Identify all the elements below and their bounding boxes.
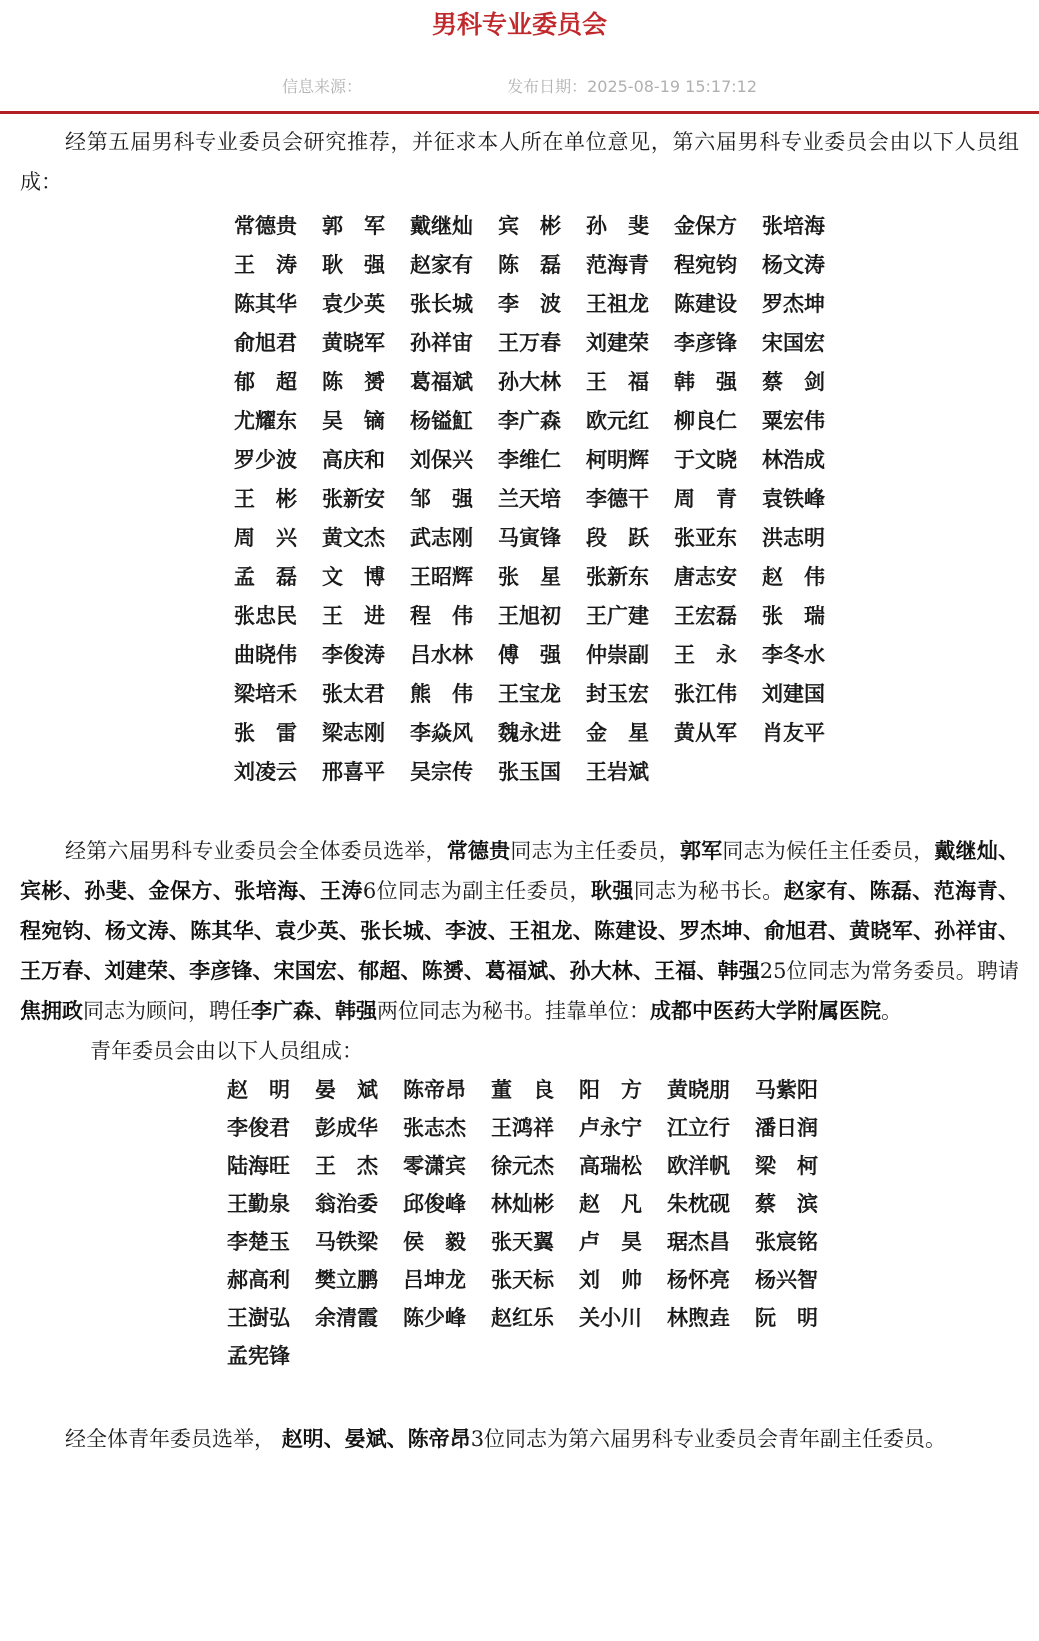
- member-name: 王宏磊: [674, 603, 737, 628]
- member-name: 柳良仁: [674, 408, 737, 433]
- member-name: 梁培禾: [234, 681, 297, 706]
- youth-member-name: 卢 昊: [579, 1229, 642, 1254]
- highlighted-names: 耿强: [590, 878, 634, 903]
- member-name: 张培海: [762, 213, 825, 238]
- member-name: 葛福斌: [410, 369, 473, 394]
- member-name: 张太君: [322, 681, 385, 706]
- member-name: 吴宗传: [410, 759, 473, 784]
- youth-member-name: 吕坤龙: [403, 1267, 466, 1292]
- member-name: 程 伟: [410, 603, 473, 628]
- youth-member-name: 李楚玉: [227, 1229, 290, 1254]
- member-name: 袁铁峰: [762, 486, 825, 511]
- member-name: 范海青: [586, 252, 649, 277]
- member-name: 张长城: [410, 291, 473, 316]
- member-name: 陈 赟: [322, 369, 385, 394]
- member-name: 李维仁: [498, 447, 561, 472]
- member-name: 黄从军: [674, 720, 737, 745]
- member-name: 黄文杰: [322, 525, 385, 550]
- member-name: 金 星: [586, 720, 649, 745]
- member-name: 杨镒魟: [410, 408, 473, 433]
- member-name: 罗杰坤: [762, 291, 825, 316]
- youth-member-name: 王鸿祥: [491, 1115, 554, 1140]
- youth-member-name: 蔡 滨: [755, 1191, 818, 1216]
- member-name: 金保方: [674, 213, 737, 238]
- member-name: 郭 军: [322, 213, 385, 238]
- member-name: 王 涛: [234, 252, 297, 277]
- member-name: 李彦锋: [674, 330, 737, 355]
- youth-member-name: 江立行: [667, 1115, 730, 1140]
- youth-member-name: 余清霞: [315, 1305, 378, 1330]
- paragraph-text: 同志为秘书长。: [633, 879, 784, 903]
- youth-member-name: 杨兴智: [755, 1267, 818, 1292]
- paragraph-text: 同志为主任委员，: [510, 839, 680, 863]
- member-name: 张忠民: [234, 603, 297, 628]
- member-name: 高庆和: [322, 447, 385, 472]
- member-name: 韩 强: [674, 369, 737, 394]
- member-name: 肖友平: [762, 720, 825, 745]
- paragraph-text: 两位同志为秘书。挂靠单位：: [377, 999, 650, 1023]
- member-name: 罗少波: [234, 447, 297, 472]
- member-name: 王祖龙: [586, 291, 649, 316]
- member-name: 常德贵: [234, 213, 297, 238]
- youth-member-name: 林灿彬: [491, 1191, 554, 1216]
- youth-member-name: 邱俊峰: [403, 1191, 466, 1216]
- member-name: 段 跃: [586, 525, 649, 550]
- youth-member-name: 欧洋帆: [667, 1153, 730, 1178]
- highlighted-names: 焦拥政: [20, 998, 83, 1023]
- youth-member-name: 杨怀亮: [667, 1267, 730, 1292]
- member-name: 张亚东: [674, 525, 737, 550]
- member-name: 陈建设: [674, 291, 737, 316]
- member-name: 傅 强: [498, 642, 561, 667]
- youth-member-name: 翁治委: [315, 1191, 378, 1216]
- youth-member-name: 赵红乐: [491, 1305, 554, 1330]
- member-name: 邹 强: [410, 486, 473, 511]
- member-name: 黄晓军: [322, 330, 385, 355]
- youth-member-name: 张宸铭: [755, 1229, 818, 1254]
- paragraph-text: 同志为顾问，聘任: [83, 999, 251, 1023]
- youth-member-name: 侯 毅: [403, 1229, 466, 1254]
- youth-member-name: 王勤泉: [227, 1191, 290, 1216]
- member-name: 林浩成: [762, 447, 825, 472]
- highlighted-names: 常德贵: [446, 838, 511, 863]
- youth-member-name: 黄晓朋: [667, 1077, 730, 1102]
- member-name: 耿 强: [322, 252, 385, 277]
- member-name: 兰天培: [498, 486, 561, 511]
- member-name: 张江伟: [674, 681, 737, 706]
- member-name: 欧元红: [586, 408, 649, 433]
- member-name: 程宛钧: [674, 252, 737, 277]
- youth-member-name: 关小川: [579, 1305, 642, 1330]
- youth-member-name: 阳 方: [579, 1077, 642, 1102]
- youth-member-name: 赵 凡: [579, 1191, 642, 1216]
- member-name: 王 福: [586, 369, 649, 394]
- youth-election-paragraph: [20, 1419, 1019, 1459]
- member-name: 李焱风: [410, 720, 473, 745]
- paragraph-text: 。: [881, 999, 902, 1023]
- youth-member-name: 高瑞松: [579, 1153, 642, 1178]
- member-name: 王旭初: [498, 603, 561, 628]
- member-name: 唐志安: [674, 564, 737, 589]
- member-name: 王 彬: [234, 486, 297, 511]
- youth-member-name: 马铁梁: [315, 1229, 378, 1254]
- youth-member-name: 陈帝昂: [403, 1077, 466, 1102]
- member-name: 刘建荣: [586, 330, 649, 355]
- member-name: 李 波: [498, 291, 561, 316]
- youth-member-name: 徐元杰: [491, 1153, 554, 1178]
- youth-intro: 青年委员会由以下人员组成：: [90, 1039, 363, 1063]
- member-name: 刘建国: [762, 681, 825, 706]
- member-name: 张 雷: [234, 720, 297, 745]
- youth-member-name: 潘日润: [755, 1115, 818, 1140]
- member-name: 周 兴: [234, 525, 297, 550]
- youth-member-name: 李俊君: [227, 1115, 290, 1140]
- youth-member-name: 彭成华: [315, 1115, 378, 1140]
- highlighted-names: 赵家有、陈磊、范海青、程宛钧、杨文涛、陈其华、袁少英、张长城、李波、王祖龙、陈建设、罗杰坤、俞旭君、黄晓军、孙祥宙、王万春、刘建荣、李彦锋、宋国宏、郁超、陈赟、葛福斌、孙大林、王福、韩强: [20, 878, 1020, 983]
- member-name: 李冬水: [762, 642, 825, 667]
- member-name: 魏永进: [498, 720, 561, 745]
- source-label: 信息来源：: [281, 77, 362, 96]
- member-name: 刘保兴: [410, 447, 473, 472]
- youth-member-list: [227, 1071, 1039, 1375]
- member-name: 李德干: [586, 486, 649, 511]
- highlighted-names: 戴继灿、宾彬、孙斐、金保方、张培海、王涛: [20, 838, 1020, 903]
- member-list: [234, 206, 1039, 791]
- member-name: 尤耀东: [234, 408, 297, 433]
- youth-member-name: 马紫阳: [755, 1077, 818, 1102]
- member-name: 刘凌云: [234, 759, 297, 784]
- youth-member-name: 王 杰: [315, 1153, 378, 1178]
- youth-member-name: 朱枕砚: [667, 1191, 730, 1216]
- member-name: 柯明辉: [586, 447, 649, 472]
- member-name: 王 永: [674, 642, 737, 667]
- youth-member-name: 陈少峰: [403, 1305, 466, 1330]
- article-title: 男科专业委员会: [431, 10, 607, 39]
- member-name: 孙祥宙: [410, 330, 473, 355]
- youth-member-name: 卢永宁: [579, 1115, 642, 1140]
- paragraph-text: 6位同志为副主任委员，: [362, 879, 591, 903]
- youth-member-name: 张天翼: [491, 1229, 554, 1254]
- paragraph-text: 经全体青年委员选举，: [65, 1427, 282, 1451]
- youth-member-name: 赵 明: [227, 1077, 290, 1102]
- youth-member-name: 阮 明: [755, 1305, 818, 1330]
- highlighted-names: 赵明、晏斌、陈帝昂: [281, 1426, 471, 1451]
- member-name: 袁少英: [322, 291, 385, 316]
- member-name: 吴 镝: [322, 408, 385, 433]
- member-name: 王岩斌: [586, 759, 649, 784]
- member-name: 曲晓伟: [234, 642, 297, 667]
- youth-member-name: 樊立鹏: [315, 1267, 378, 1292]
- title-divider: [0, 111, 1039, 114]
- member-name: 文 博: [322, 564, 385, 589]
- youth-member-name: 董 良: [491, 1077, 554, 1102]
- member-name: 张 瑞: [762, 603, 825, 628]
- member-name: 洪志明: [762, 525, 825, 550]
- youth-member-name: 郝高利: [227, 1267, 290, 1292]
- member-name: 赵家有: [410, 252, 473, 277]
- member-name: 孙 斐: [586, 213, 649, 238]
- paragraph-text: 25位同志为常务委员。聘请: [759, 959, 1019, 983]
- member-name: 孟 磊: [234, 564, 297, 589]
- youth-member-name: 琚杰昌: [667, 1229, 730, 1254]
- member-name: 陈其华: [234, 291, 297, 316]
- youth-member-name: 张天标: [491, 1267, 554, 1292]
- member-name: 熊 伟: [410, 681, 473, 706]
- highlighted-names: 成都中医药大学附属医院: [650, 998, 881, 1023]
- member-name: 马寅锋: [498, 525, 561, 550]
- member-name: 李广森: [498, 408, 561, 433]
- member-name: 戴继灿: [410, 213, 473, 238]
- member-name: 邢喜平: [322, 759, 385, 784]
- member-name: 郁 超: [234, 369, 297, 394]
- paragraph-text: 同志为候任主任委员，: [722, 839, 935, 863]
- intro-paragraph: 经第五届男科专业委员会研究推荐，并征求本人所在单位意见，第六届男科专业委员会由以下人员组成：: [20, 130, 1019, 194]
- member-name: 俞旭君: [234, 330, 297, 355]
- article-meta: [0, 69, 1039, 105]
- member-name: 陈 磊: [498, 252, 561, 277]
- election-paragraph: [20, 831, 1019, 1031]
- youth-member-name: 梁 柯: [755, 1153, 818, 1178]
- member-name: 封玉宏: [586, 681, 649, 706]
- member-name: 仲崇副: [586, 642, 649, 667]
- member-name: 粟宏伟: [762, 408, 825, 433]
- youth-member-name: 晏 斌: [315, 1077, 378, 1102]
- member-name: 张玉国: [498, 759, 561, 784]
- youth-member-name: 零潇宾: [403, 1153, 466, 1178]
- member-name: 周 青: [674, 486, 737, 511]
- member-name: 张新东: [586, 564, 649, 589]
- highlighted-names: 李广森、韩强: [251, 998, 377, 1023]
- member-name: 宋国宏: [762, 330, 825, 355]
- youth-member-name: 陆海旺: [227, 1153, 290, 1178]
- member-name: 王广建: [586, 603, 649, 628]
- youth-member-name: 张志杰: [403, 1115, 466, 1140]
- youth-member-name: 孟宪锋: [227, 1343, 290, 1368]
- member-name: 武志刚: [410, 525, 473, 550]
- member-name: 张新安: [322, 486, 385, 511]
- member-name: 赵 伟: [762, 564, 825, 589]
- paragraph-text: 经第六届男科专业委员会全体委员选举，: [65, 839, 447, 863]
- member-name: 张 星: [498, 564, 561, 589]
- member-name: 梁志刚: [322, 720, 385, 745]
- member-name: 吕水林: [410, 642, 473, 667]
- member-name: 蔡 剑: [762, 369, 825, 394]
- publish-date: 发布日期：2025-08-19 15:17:12: [507, 77, 758, 96]
- member-name: 宾 彬: [498, 213, 561, 238]
- highlighted-names: 郭军: [679, 838, 723, 863]
- member-name: 王万春: [498, 330, 561, 355]
- youth-member-name: 刘 帅: [579, 1267, 642, 1292]
- member-name: 于文晓: [674, 447, 737, 472]
- paragraph-text: 3位同志为第六届男科专业委员会青年副主任委员。: [470, 1427, 947, 1451]
- member-name: 王昭辉: [410, 564, 473, 589]
- member-name: 王宝龙: [498, 681, 561, 706]
- member-name: 孙大林: [498, 369, 561, 394]
- youth-member-name: 林煦垚: [667, 1305, 730, 1330]
- member-name: 王 进: [322, 603, 385, 628]
- member-name: 李俊涛: [322, 642, 385, 667]
- youth-member-name: 王澍弘: [227, 1305, 290, 1330]
- member-name: 杨文涛: [762, 252, 825, 277]
